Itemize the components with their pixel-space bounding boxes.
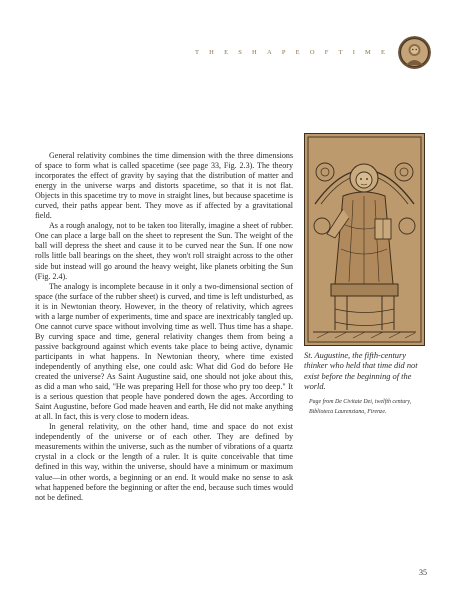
- body-paragraph: In general relativity, on the other hand, time and space do not exist independently of the universe or of each other. They are defined by measurements within the universe, such as the number of vibrations of a quartz crystal in a clock or the length of a ruler. It is quite conceivable that time defined in this way, within the universe, should have a minimum or maximum value—in other words, a beginning or an end. It would make no sense to ask what happened before the beginning or after the end, because such times would not be defined.: [35, 422, 293, 502]
- body-paragraph: General relativity combines the time dimension with the three dimensions of space to form what is called spacetime (see page 33, Fig. 2.3). The theory incorporates the effect of gravity by saying that the distribution of matter and energy in the universe warps and distorts spacetime, so that it is not flat. Objects in this spacetime try to move in straight lines, but because spacetime is curved, their paths appear bent. They move as if affected by a gravitational field.: [35, 151, 293, 221]
- figure-caption: St. Augustine, the fifth-century thinker who held that time did not exist before the beginning of the world.: [304, 351, 418, 392]
- body-text: [35, 151, 293, 503]
- medallion-portrait-icon: [398, 36, 431, 69]
- manuscript-illustration: [304, 133, 425, 346]
- body-paragraph: As a rough analogy, not to be taken too literally, imagine a sheet of rubber. One can place a large ball on the sheet to represent the Sun. The weight of the ball will depress the sheet and cause it to be curved near the Sun. If one now rolls little ball bearings on the sheet, they won't roll straight across to the other side but instead will go around the heavy weight, like planets orbiting the Sun (Fig. 2.4).: [35, 221, 293, 281]
- running-header: [195, 49, 385, 56]
- header-letter: P: [281, 49, 286, 56]
- header-letter: S: [238, 49, 242, 56]
- header-letter: A: [266, 49, 272, 56]
- header-letter: F: [324, 49, 329, 56]
- header-letter: H: [209, 49, 214, 56]
- header-letter: E: [224, 49, 229, 56]
- header-letter: T: [338, 49, 343, 56]
- header-letter: T: [195, 49, 199, 56]
- header-letter: O: [309, 49, 315, 56]
- header-letter: H: [252, 49, 257, 56]
- header-letter: I: [352, 49, 355, 56]
- figure-source: Page from De Civitate Dei, twelfth century, Biblioteca Laurenziana, Firenze.: [309, 399, 412, 415]
- header-letter: E: [295, 49, 300, 56]
- page-number: 35: [419, 568, 427, 577]
- body-paragraph: The analogy is incomplete because in it only a two-dimensional section of space (the surface of the rubber sheet) is curved, and time is left undisturbed, as it is in Newtonian theory. However, in the theory of relativity, which agrees with a large number of experiments, time and space are inextricably tangled up. One cannot curve space without involving time as well. Thus time has a shape. By curving space and time, general relativity changes them from being a passive background against which events take place to being active, dynamic participants in what happens. In Newtonian theory, where time existed independently of anything else, one could ask: What did God do before He created the universe? As Saint Augustine said, one should not joke about this, as did a man who said, "He was preparing Hell for those who pry too deep." It is a serious question that people have pondered down the ages. According to Saint Augustine, before God made heaven and earth, He did not make anything at all. In fact, this is very close to modern ideas.: [35, 281, 293, 422]
- header-letter: E: [381, 49, 385, 56]
- header-letter: M: [365, 49, 371, 56]
